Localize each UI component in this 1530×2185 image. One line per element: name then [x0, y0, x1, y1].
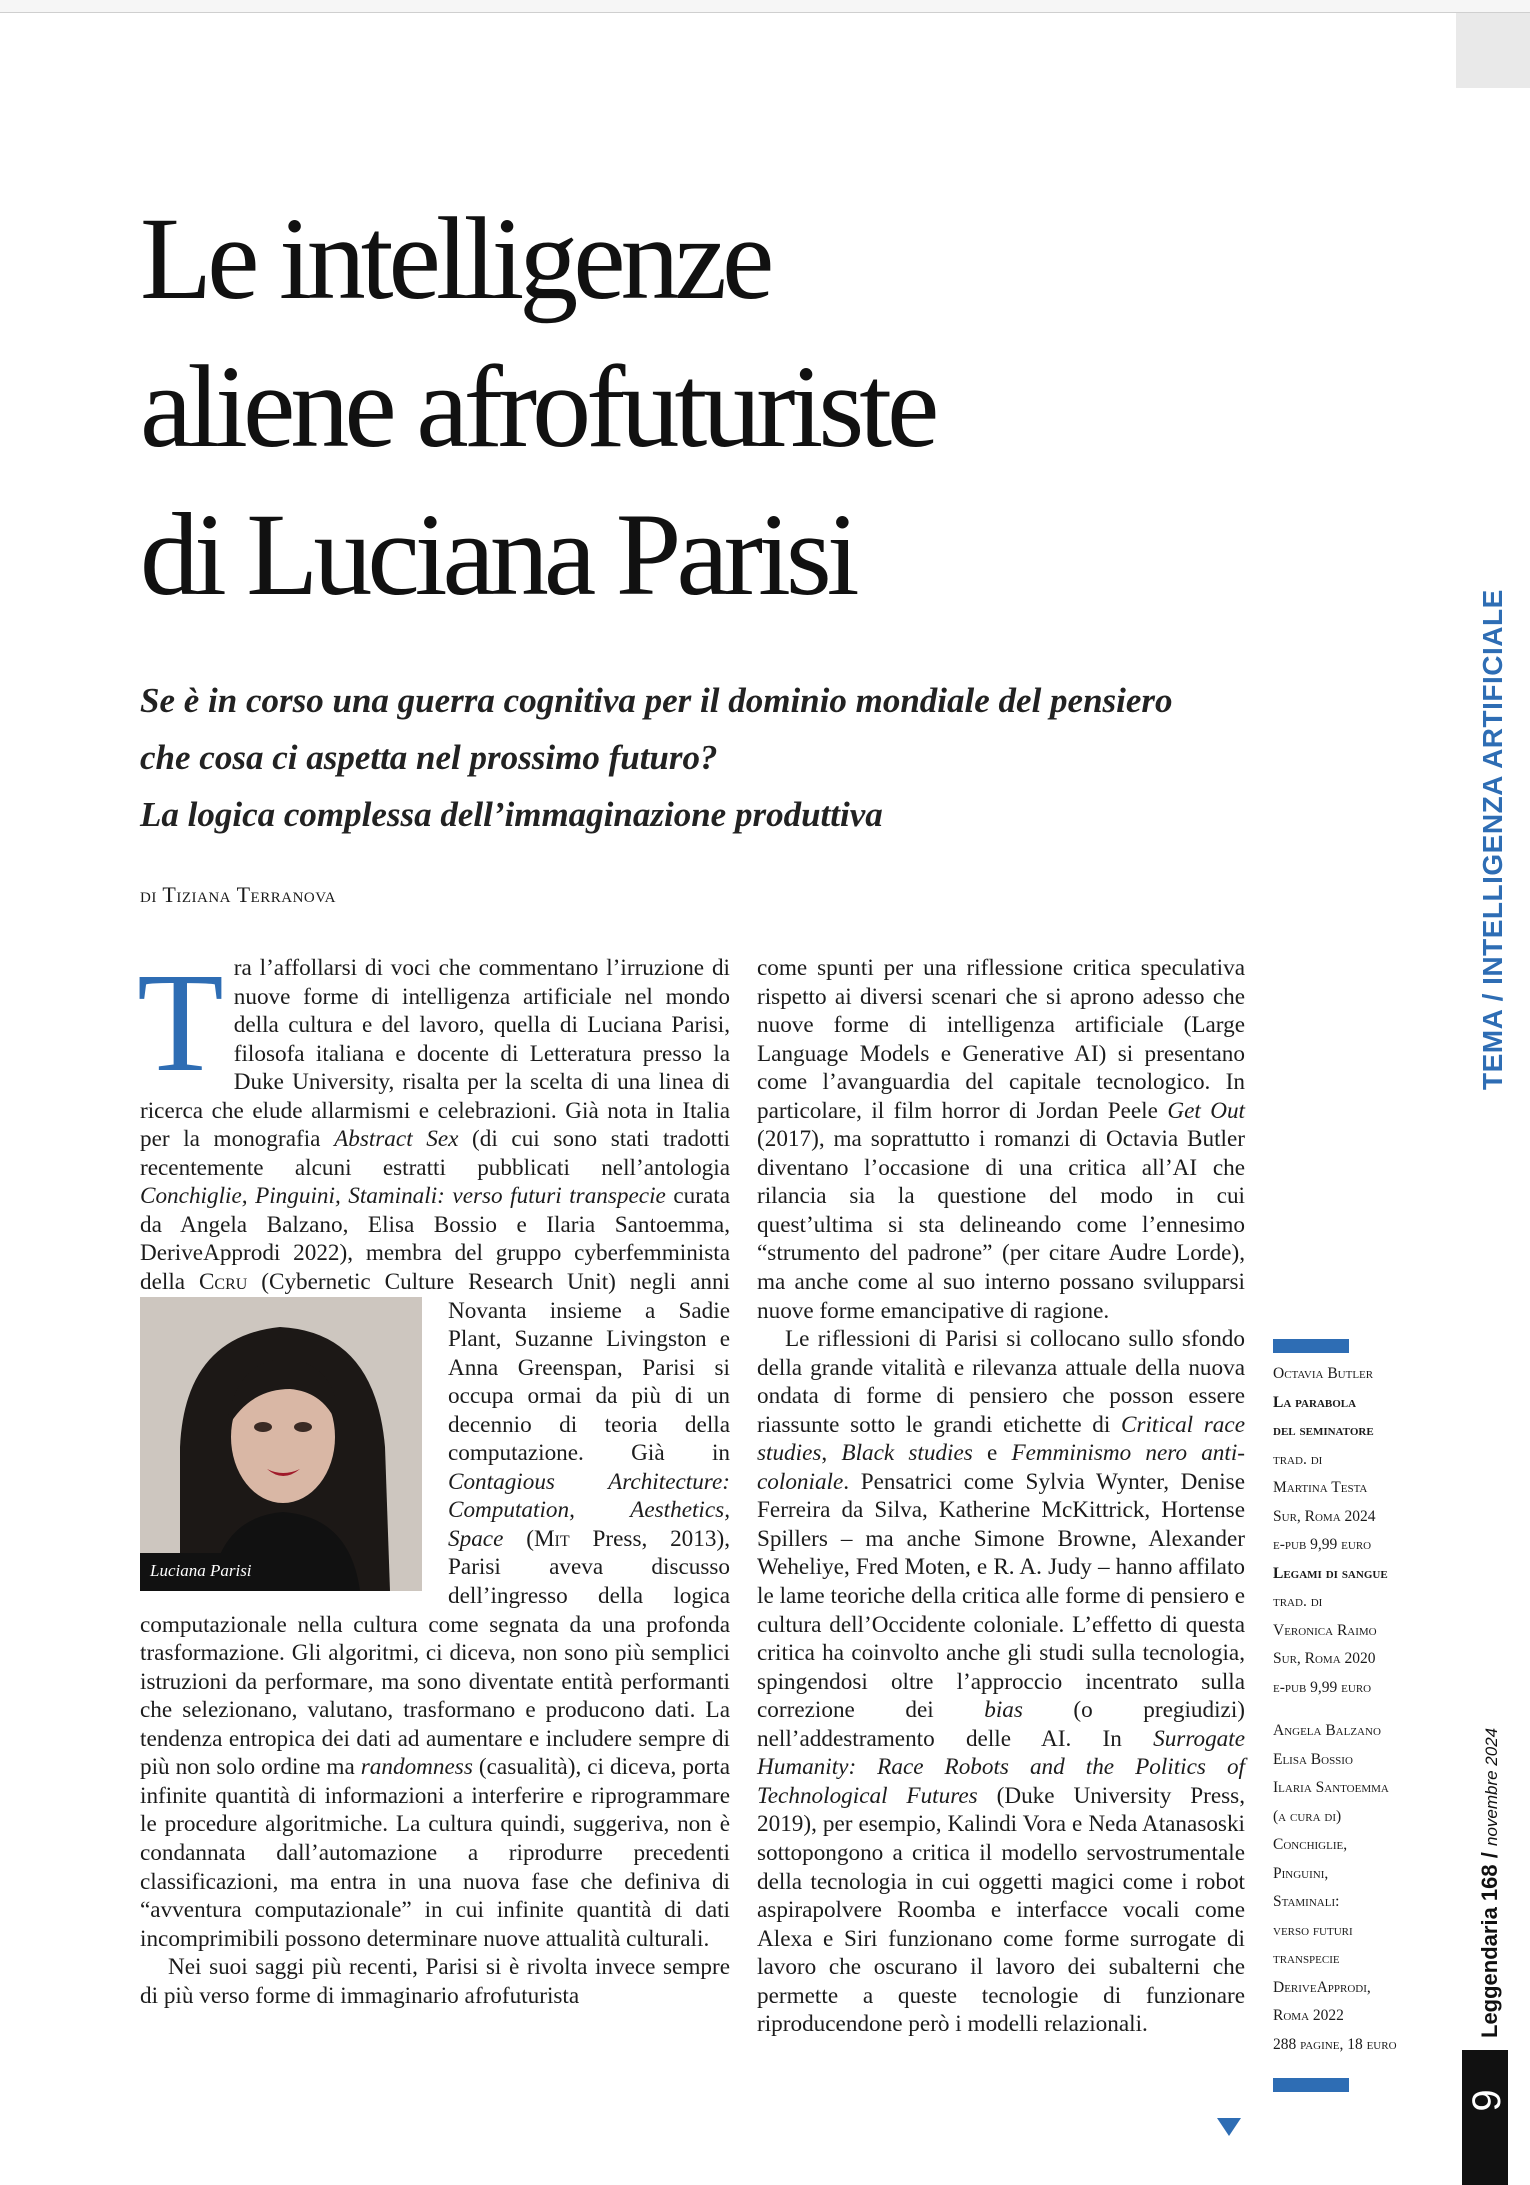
section-label: [1473, 589, 1513, 1090]
sidebar-top-bar: [1273, 1339, 1349, 1353]
viewer-top-bar: [0, 0, 1530, 13]
page-footer: [1472, 1727, 1508, 2038]
page-margin: [1456, 13, 1530, 88]
book-detail: Elisa Bossio: [1273, 1750, 1353, 1768]
body-column-right: [757, 954, 1245, 2039]
body-paragraph: Le riflessioni di Parisi si collocano sullo sfondo della grande vitalità e rilevanza attuale della nuova ondata di forme di pensiero che posson essere riassunte sotto le grandi etichette di Critical race studies, Black studies e Femminismo nero anti-coloniale. Pensatrici come Sylvia Wynter, Denise Ferreira da Silva, Katherine McKittrick, Hortense Spillers – ma anche Simone Browne, Alexander Weheliye, Fred Moten, e R. A. Judy – hanno affilato le lame teoriche della critica alle forme di pensiero e cultura dell’Occidente coloniale. L’effetto di questa critica ha coinvolto anche gli studi sulla tecnologia, spingendosi oltre l’approccio incentrato sulla correzione dei bias (o pregiudizi) nell’addestramento delle AI. In Surrogate Humanity: Race Robots and the Politics of Technological Futures (Duke University Press, 2019), per esempio, Kalindi Vora e Neda Atanasoski sottopongono a critica il modello servostrumentale della tecnologia in cui oggetti magici come i robot aspirapolvere Roomba e interfacce vocali come Alexa e Siri funzionano come forme surrogate di lavoro che oscurano il lavoro dei subalterni che permette a queste tecnologie di funzionare riproducendone però i modelli relazionali.: [757, 1326, 1246, 2038]
book-detail: Roma 2022: [1273, 2007, 1344, 2024]
book-detail: transpecie: [1273, 1950, 1340, 1967]
page-number: 9: [1465, 2089, 1509, 2112]
subtitle-line: La logica complessa dell’immaginazione produttiva: [140, 795, 883, 834]
article-title: [140, 185, 1260, 629]
book-detail: (a cura di): [1273, 1807, 1342, 1825]
body-paragraph: come spunti per una riflessione critica speculativa rispetto ai diversi scenari che si aprono adesso che nuove forme di intelligenza artificiale (Large Language Models e Generative AI) si presentano come l’avanguardia del capitale tecnologico. In particolare, il film horror di Jordan Peele Get Out (2017), ma soprattutto i romanzi di Octavia Butler diventano l’occasione di una critica all’AI che rilancia sia la questione del modo in cui quest’ultima si sta delineando come l’ennesimo “strumento del padrone” (per citare Audre Lorde), ma anche come al suo interno possano svilupparsi nuove forme emancipative di ragione.: [757, 955, 1245, 1324]
author-photo: [140, 1297, 422, 1591]
sidebar-spacer: [1273, 1702, 1438, 1717]
book-detail: trad. di: [1273, 1593, 1323, 1610]
portrait-image: [140, 1297, 422, 1591]
book-detail: Sur, Roma 2024: [1273, 1507, 1376, 1525]
body-paragraph: Tra l’affollarsi di voci che commentano l’irruzione di nuove forme di intelligenza artificiale nel mondo della cultura e del lavoro, quella di Luciana Parisi, filosofa italiana e docente di Letteratura presso la Duke University, risalta per la scelta di una linea di ricerca che elude allarmismi e celebrazioni. Già nota in Italia per la monografia Abstract Sex (di cui sono stati tradotti recentemente alcuni estratti pubblicati nell’antologia Conchiglie, Pinguini, Staminali: verso futuri transpecie curata da Angela Balzano, Elisa Bossio e Ilaria Santoemma, DeriveApprodi 2022), membra del gruppo cyberfemminista della Ccru (Cybernetic Culture Research Unit) Luciana Parisi negli anni Novanta insieme a Sadie Plant, Suzanne Livingston e Anna Greenspan, Parisi si occupa ormai da più di un decennio di teoria della computazione. Già in Contagious Architecture: Computation, Aesthetics, Space (Mit Press, 2013), Parisi aveva discusso dell’ingresso della logica computazionale nella cultura come segnata da una profonda trasformazione. Gli algoritmi, ci diceva, non sono più semplici istruzioni da performare, ma sono diventate entità performanti che selezionano, valutano, trasformano e producono dati. La tendenza entropica dei dati ad aumentare e includere sempre di più non solo ordine ma randomness (casualità), ci diceva, porta infinite quantità di informazioni a interferire e riprogrammare le procedure algoritmiche. La cultura quindi, suggeriva, non è condannata dall’automazione a riprodurre precedenti classificazioni, ma entra in una nuova fase che definiva di “avventura computazionale” in cui infinite quantità di dati incomprimibili possono determinare nuove attualità culturali.: [137, 943, 731, 1952]
book-title: Legami di sangue: [1273, 1564, 1388, 1582]
book-author: Octavia Butler: [1273, 1365, 1374, 1382]
book-detail: Pinguini,: [1273, 1864, 1329, 1882]
footer-separator: /: [1477, 1846, 1502, 1865]
book-detail: Angela Balzano: [1273, 1722, 1381, 1739]
book-detail: Martina Testa: [1273, 1479, 1368, 1496]
sidebar-bottom-bar: [1273, 2078, 1349, 2092]
byline: di Tiziana Terranova: [140, 882, 336, 907]
book-detail: Veronica Raimo: [1273, 1621, 1377, 1639]
book-title: La parabola: [1273, 1393, 1357, 1411]
book-detail: DeriveApprodi,: [1273, 1978, 1371, 1996]
drop-cap: T: [137, 943, 224, 1101]
book-detail: trad. di: [1273, 1450, 1323, 1468]
book-detail: Ilaria Santoemma: [1273, 1779, 1389, 1796]
magazine-name: Leggendaria 168: [1477, 1864, 1502, 2038]
body-column-left: [137, 943, 731, 2010]
footer-text: [1472, 1727, 1510, 2038]
book-detail: 288 pagine, 18 euro: [1273, 2035, 1397, 2053]
issue-date: novembre 2024: [1482, 1727, 1501, 1847]
continue-arrow-icon: [1217, 2118, 1241, 2136]
book-detail: verso futuri: [1273, 1921, 1353, 1939]
title-line: Le intelligenze: [140, 193, 770, 324]
book-detail: e-pub 9,99 euro: [1273, 1678, 1372, 1696]
book-detail: e-pub 9,99 euro: [1273, 1536, 1372, 1553]
body-paragraph: Nei suoi saggi più recenti, Parisi si è rivolta invece sempre di più verso forme di immaginario afrofuturista: [140, 1954, 730, 2009]
section-label-text: TEMA / INTELLIGENZA ARTIFICIALE: [1477, 589, 1508, 1090]
book-detail: Sur, Roma 2020: [1273, 1650, 1376, 1667]
page-number-box: [1462, 2050, 1508, 2185]
title-line: aliene afrofuturiste: [140, 341, 935, 472]
title-line: di Luciana Parisi: [140, 489, 855, 620]
photo-caption: Luciana Parisi: [140, 1553, 262, 1591]
book-detail: Conchiglie,: [1273, 1836, 1348, 1853]
subtitle-line: Se è in corso una guerra cognitiva per il dominio mondiale del pensiero: [140, 681, 1173, 720]
books-sidebar: [1273, 1360, 1438, 2059]
book-detail: Staminali:: [1273, 1893, 1340, 1910]
subtitle-line: che cosa ci aspetta nel prossimo futuro?: [140, 738, 718, 777]
article-subtitle: [140, 672, 1340, 843]
book-title: del seminatore: [1273, 1422, 1374, 1439]
